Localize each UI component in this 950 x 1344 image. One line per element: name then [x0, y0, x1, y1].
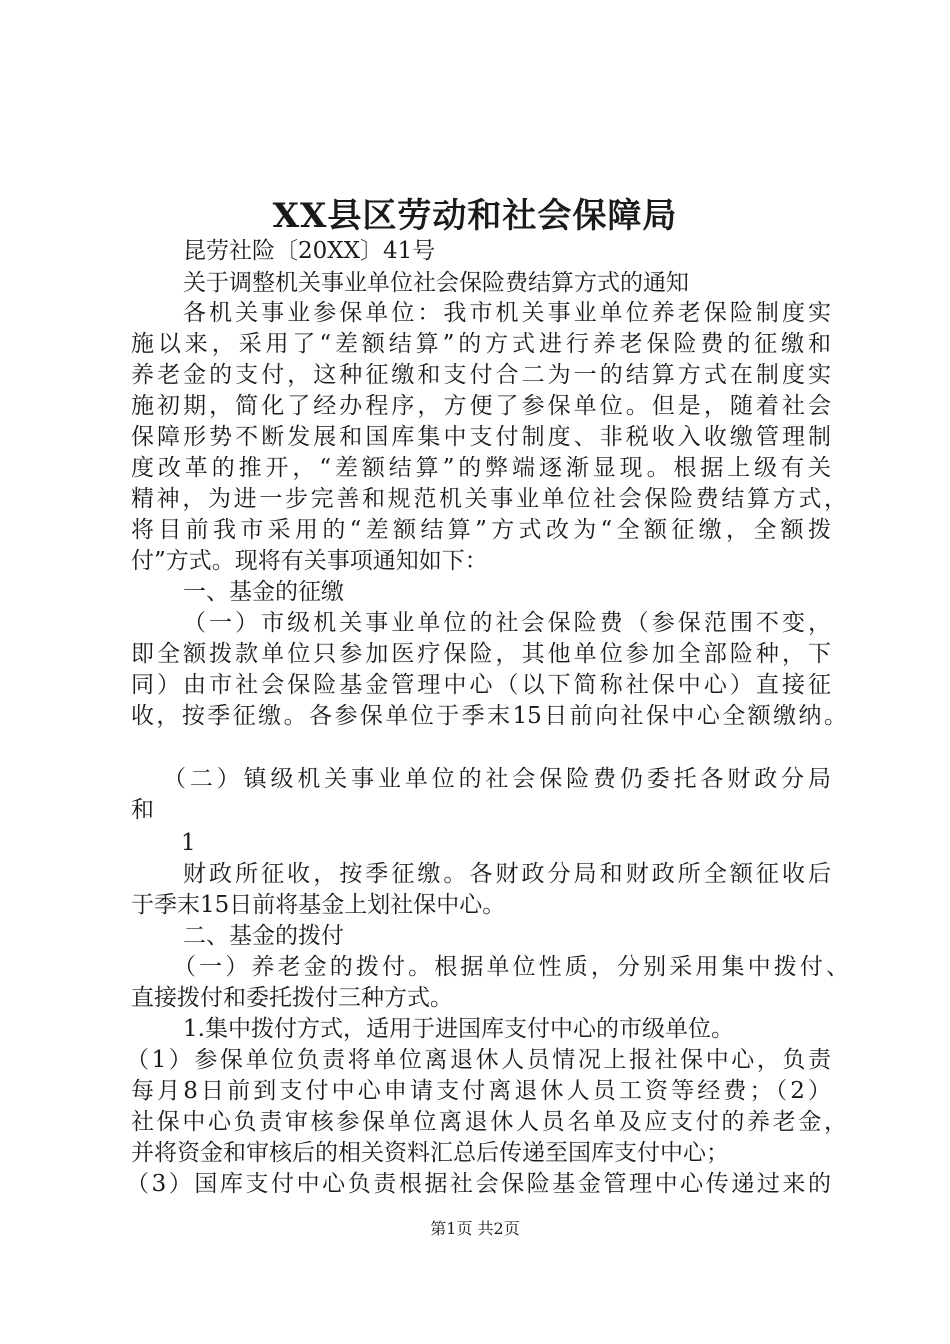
paragraph-line: 于季末15日前将基金上划社保中心。	[131, 892, 506, 918]
paragraph-line: （1）参保单位负责将单位离退休人员情况上报社保中心，负责	[126, 1047, 831, 1073]
paragraph-line: 财政所征收，按季征缴。各财政分局和财政所全额征收后	[183, 861, 831, 887]
paragraph-line: 养老金的支付，这种征缴和支付合二为一的结算方式在制度实	[131, 362, 831, 388]
paragraph-line: 施初期，简化了经办程序，方便了参保单位。但是，随着社会	[131, 393, 831, 419]
notice-title: 关于调整机关事业单位社会保险费结算方式的通知	[183, 270, 689, 296]
paragraph-line: 每月8日前到支付中心申请支付离退休人员工资等经费；（2）	[131, 1078, 831, 1104]
paragraph-line: 1.集中拨付方式，适用于进国库支付中心的市级单位。	[183, 1016, 734, 1042]
document-title: XX县区劳动和社会保障局	[272, 196, 678, 236]
paragraph-line: （一）市级机关事业单位的社会保险费（参保范围不变，	[183, 610, 831, 636]
page-footer: 第1页 共2页	[430, 1219, 520, 1238]
paragraph-line: （二）镇级机关事业单位的社会保险费仍委托各财政分局	[163, 766, 831, 792]
section-heading: 二、基金的拨付	[183, 923, 344, 949]
paragraph-line: 和	[131, 797, 154, 823]
paragraph-line: 即全额拨款单位只参加医疗保险，其他单位参加全部险种，下	[131, 641, 831, 667]
paragraph-line: 度改革的推开，“差额结算”的弊端逐渐显现。根据上级有关	[131, 455, 831, 481]
paragraph-line: （一）养老金的拨付。根据单位性质，分别采用集中拨付、	[173, 954, 849, 980]
page-marker: 1	[181, 830, 196, 856]
paragraph-line: 收，按季征缴。各参保单位于季末15日前向社保中心全额缴纳。	[131, 703, 847, 729]
paragraph-line: （3）国库支付中心负责根据社会保险基金管理中心传递过来的	[126, 1171, 831, 1197]
paragraph-line: 社保中心负责审核参保单位离退休人员名单及应支付的养老金，	[131, 1109, 847, 1135]
paragraph-line: 直接拨付和委托拨付三种方式。	[131, 985, 453, 1011]
paragraph-line: 精神，为进一步完善和规范机关事业单位社会保险费结算方式，	[131, 486, 847, 512]
paragraph-line: 同）由市社会保险基金管理中心（以下简称社保中心）直接征	[131, 672, 831, 698]
paragraph-line: 付”方式。现将有关事项通知如下：	[131, 548, 488, 574]
section-heading: 一、基金的征缴	[183, 579, 344, 605]
paragraph-line: 将目前我市采用的“差额结算”方式改为“全额征缴，全额拨	[131, 517, 831, 543]
paragraph-line: 保障形势不断发展和国库集中支付制度、非税收入收缴管理制	[131, 424, 831, 450]
paragraph-line: 施以来，采用了“差额结算”的方式进行养老保险费的征缴和	[131, 331, 831, 357]
paragraph-line: 各机关事业参保单位：我市机关事业单位养老保险制度实	[183, 300, 831, 326]
doc-number: 昆劳社险〔20XX〕41号	[183, 238, 436, 264]
paragraph-line: 并将资金和审核后的相关资料汇总后传递至国库支付中心；	[131, 1140, 729, 1166]
